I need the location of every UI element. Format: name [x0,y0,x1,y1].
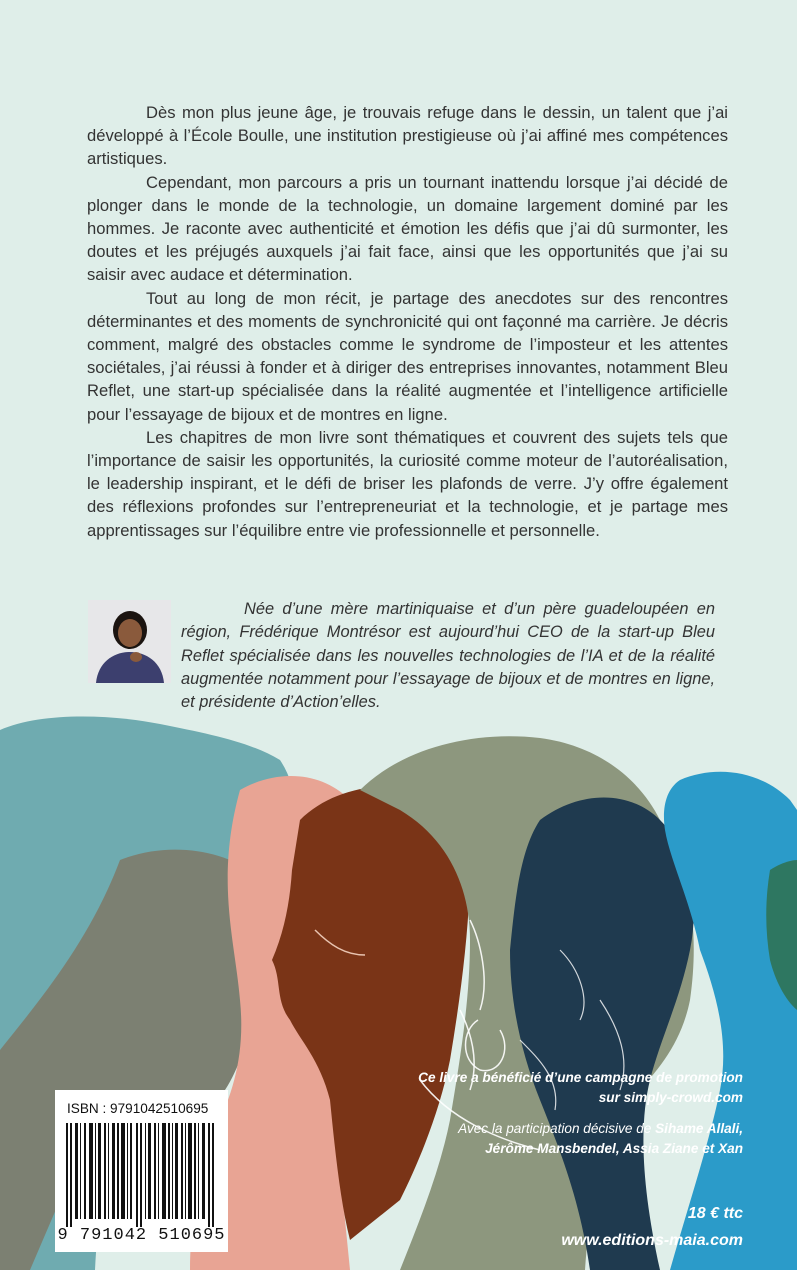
participation-prefix: Avec la participation décisive de [458,1121,652,1136]
paragraph-1: Dès mon plus jeune âge, je trouvais refuge dans le dessin, un talent que j’ai développé à l’École Boulle, une institution prestigieuse où j’ai affiné mes compétences artistiques. [87,103,728,169]
participation-names-2: Jérôme Mansbendel, Assia Ziane et Xan [485,1141,743,1156]
price: 18 € ttc [687,1205,743,1222]
author-photo [88,600,171,683]
promo-line-1: Ce livre a bénéficié d’une campagne de promotion [418,1070,743,1085]
isbn-label: ISBN : 9791042510695 [67,1101,209,1116]
barcode-icon [66,1123,218,1227]
isbn-barcode-box [55,1090,228,1252]
promo-line-2: sur simply-crowd.com [598,1090,743,1105]
back-cover-text [87,101,728,542]
participation-names-1: Sihame Allali, [655,1121,743,1136]
author-bio: Née d’une mère martiniquaise et d’un père guadeloupéen en région, Frédérique Montrésor est aujourd’hui CEO de la start-up Bleu Reflet spécialisée dans les nouvelles technologies de l’IA et de la réalité augmentée notamment pour l’essayage de bijoux et de montres en ligne, et présidente d’Action’elles. [181,600,715,712]
isbn-digits: 9 791042 510695 [57,1226,226,1245]
participation-line-1 [283,1119,743,1139]
price-block [561,1200,743,1254]
promo-block [283,1068,743,1159]
publisher-website: www.editions-maia.com [561,1232,743,1249]
paragraph-3: Tout au long de mon récit, je partage des anecdotes sur des rencontres déterminantes et des moments de synchronicité qui ont façonné ma carrière. Je décris comment, malgré des obstacles comme le syndrome de l’imposteur et les attentes sociétales, j’ai réussi à fonder et à diriger des entreprises innovantes, notamment Bleu Reflet, une start-up spécialisée dans la réalité augmentée et l’intelligence artificielle pour l’essayage de bijoux et de montres en ligne. [87,288,728,424]
paragraph-4: Les chapitres de mon livre sont thématiques et couvrent des sujets tels que l’importance de saisir les opportunités, la curiosité comme moteur de l’autoréalisation, le leadership inspirant, et le défi de briser les plafonds de verre. J’y offre également des réflexions profondes sur l’entrepreneuriat et la technologie, et je partage mes apprentissages sur l’équilibre entre vie professionnelle et personnelle. [87,427,728,540]
paragraph-2: Cependant, mon parcours a pris un tournant inattendu lorsque j’ai décidé de plonger dans le monde de la technologie, un domaine largement dominé par les hommes. Je raconte avec authenticité et émotion les défis que j’ai dû surmonter, les doutes et les préjugés auxquels j’ai fait face, ainsi que les opportunités que j’ai su saisir avec audace et détermination. [87,172,728,285]
